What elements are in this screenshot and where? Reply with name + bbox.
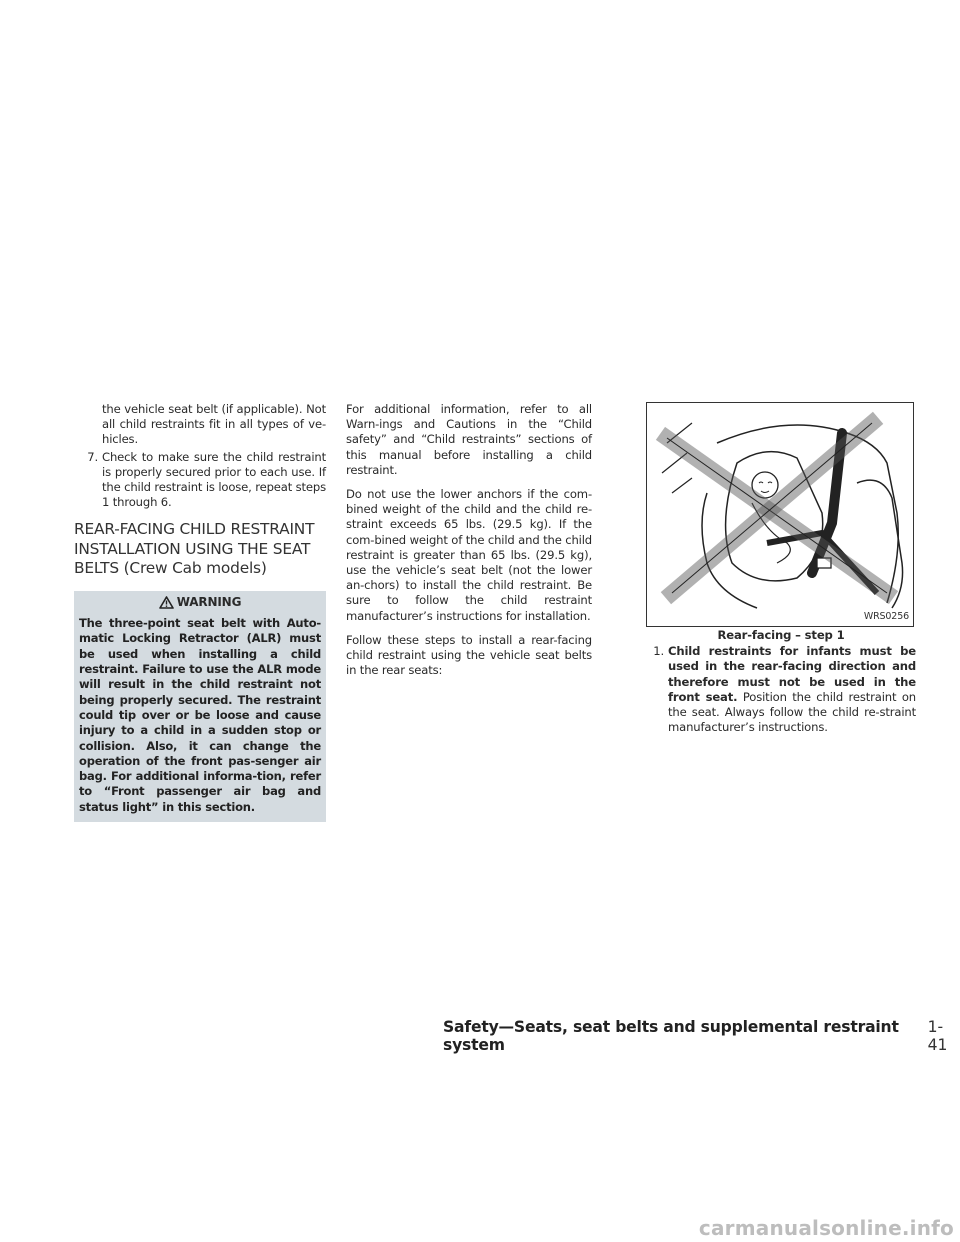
watermark: carmanualsonline.info — [698, 1216, 954, 1240]
warning-text: The three-point seat belt with Auto-matic Locking Retractor (ALR) must be used when installing a child restraint. Failure to use the ALR mode will result in the child restraint not being properly secured. The restraint could tip over or be loose and cause injury to a child in a sudden stop or collision. Also, it can change the operation of the front pas-senger air bag. For additional informa-tion, refer to “Front passenger air bag and status light” in this section. — [79, 616, 321, 814]
continuation-text: the vehicle seat belt (if applicable). Not all child restraints fit in all types of ve-hicles. — [102, 402, 326, 447]
column-middle — [346, 402, 592, 687]
step-7 — [78, 450, 326, 511]
paragraph-3: Follow these steps to install a rear-facing child restraint using the vehicle seat belts in the rear seats: — [346, 632, 592, 678]
warning-title: WARNING — [176, 594, 242, 609]
step-text — [668, 644, 916, 735]
step-regular-text: Position the child restraint on the seat. Always follow the child re-straint manufacturer’s instructions. — [668, 689, 916, 735]
child-seat-illustration — [647, 403, 913, 613]
footer-section-title: Safety—Seats, seat belts and supplemental restraint system — [443, 1018, 899, 1054]
step-bold-text: Child restraints for infants must be used in the rear-facing direction and therefore must not be used in the front seat. — [668, 644, 916, 704]
page-number: 1-41 — [927, 1018, 948, 1054]
warning-box — [74, 591, 326, 822]
warning-icon — [159, 596, 174, 609]
column-right — [646, 402, 916, 745]
step-number: 7. — [87, 449, 98, 464]
step-text: Check to make sure the child restraint is properly secured prior to each use. If the child restraint is loose, repeat steps 1 through 6. — [102, 449, 327, 510]
figure-code: WRS0256 — [863, 610, 909, 622]
step-1 — [646, 644, 916, 735]
paragraph-2: Do not use the lower anchors if the com-bined weight of the child and the child re-straint exceeds 65 lbs. (29.5 kg). If the com-bined weight of the child and the child restraint is greater than 65 lbs. (29.5 kg), use the vehicle’s seat belt (not the lower an-chors) to install the child restraint. Be sure to follow the child restraint manufacturer’s instructions for installation. — [346, 487, 592, 623]
paragraph-1: For additional information, refer to all Warn-ings and Cautions in the “Child safety” and “Child restraints” sections of this manual before installing a child restraint. — [346, 402, 592, 477]
page-footer — [443, 1018, 960, 1054]
section-heading: REAR-FACING CHILD RESTRAINT INSTALLATION USING THE SEAT BELTS (Crew Cab models) — [74, 520, 315, 578]
warning-header — [79, 595, 321, 610]
figure-caption: Rear-facing – step 1 — [717, 628, 845, 642]
step-number: 1. — [653, 644, 664, 659]
column-left — [74, 402, 327, 822]
figure-rear-facing-step1 — [646, 402, 914, 627]
